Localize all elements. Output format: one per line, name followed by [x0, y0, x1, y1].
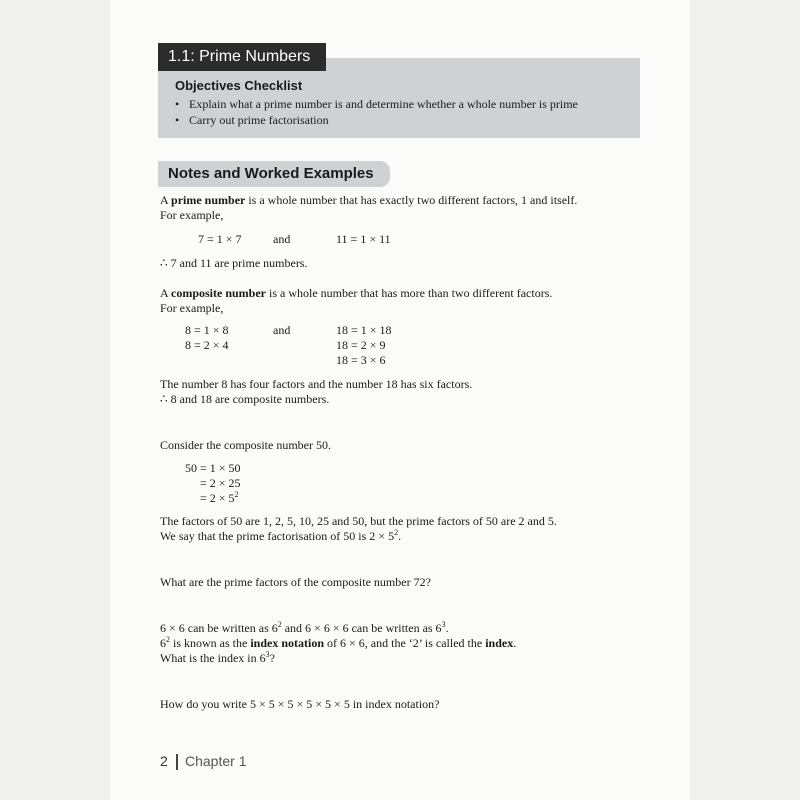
index-line-2: $6^2$ is known as the index notation of 6 × 6, and the ‘2’ is called the index. [160, 635, 517, 650]
page-number: 2 [160, 753, 168, 769]
chapter-label: Chapter 1 [185, 753, 247, 769]
equation: 8 = 1 × 8 [185, 323, 229, 337]
equation: = 2 × 25 [200, 476, 241, 490]
index-line-1: 6 × 6 can be written as $6^2$ and 6 × 6 × 6 can be written as $6^3$. [160, 620, 449, 635]
for-example-text: For example, [160, 301, 224, 315]
equation: 8 = 2 × 4 [185, 338, 229, 352]
and-text: and [273, 232, 291, 246]
for-example-text: For example, [160, 208, 224, 222]
equation: 7 = 1 × 7 [198, 232, 242, 246]
equation: 50 = 1 × 50 [185, 461, 241, 475]
composite-conclusion: ∴ 8 and 18 are composite numbers. [160, 392, 330, 406]
question-index-notation: How do you write 5 × 5 × 5 × 5 × 5 × 5 in index notation? [160, 697, 440, 711]
consider-text: Consider the composite number 50. [160, 438, 331, 452]
footer-divider [176, 754, 178, 770]
equation: 18 = 1 × 18 [336, 323, 392, 337]
factors-statement: The number 8 has four factors and the number 18 has six factors. [160, 377, 473, 391]
objective-item: • Explain what a prime number is and determine whether a whole number is prime [175, 97, 578, 111]
prime-conclusion: ∴ 7 and 11 are prime numbers. [160, 256, 308, 270]
and-text: and [273, 323, 291, 337]
equation: 18 = 2 × 9 [336, 338, 386, 352]
equation: = $2 \times 5^2$ [200, 490, 239, 505]
equation: 18 = 3 × 6 [336, 353, 386, 367]
bullet-icon: • [175, 97, 180, 111]
composite-definition: A composite number is a whole number that has more than two different factors. [160, 286, 553, 300]
prime-definition: A prime number is a whole number that has exactly two different factors, 1 and itself. [160, 193, 578, 207]
bullet-icon: • [175, 113, 180, 127]
objectives-title: Objectives Checklist [175, 78, 303, 93]
equation: 11 = 1 × 11 [336, 232, 391, 246]
section-title: 1.1: Prime Numbers [158, 43, 326, 71]
objective-item: • Carry out prime factorisation [175, 113, 329, 127]
prime-factorisation-text: We say that the prime factorisation of 50 is $2 \times 5^2$. [160, 528, 402, 543]
factors-of-50-text: The factors of 50 are 1, 2, 5, 10, 25 and 50, but the prime factors of 50 are 2 and 5. [160, 514, 557, 528]
question-72: What are the prime factors of the composite number 72? [160, 575, 431, 589]
notes-heading: Notes and Worked Examples [158, 161, 390, 187]
index-question: What is the index in $6^3$? [160, 650, 275, 665]
